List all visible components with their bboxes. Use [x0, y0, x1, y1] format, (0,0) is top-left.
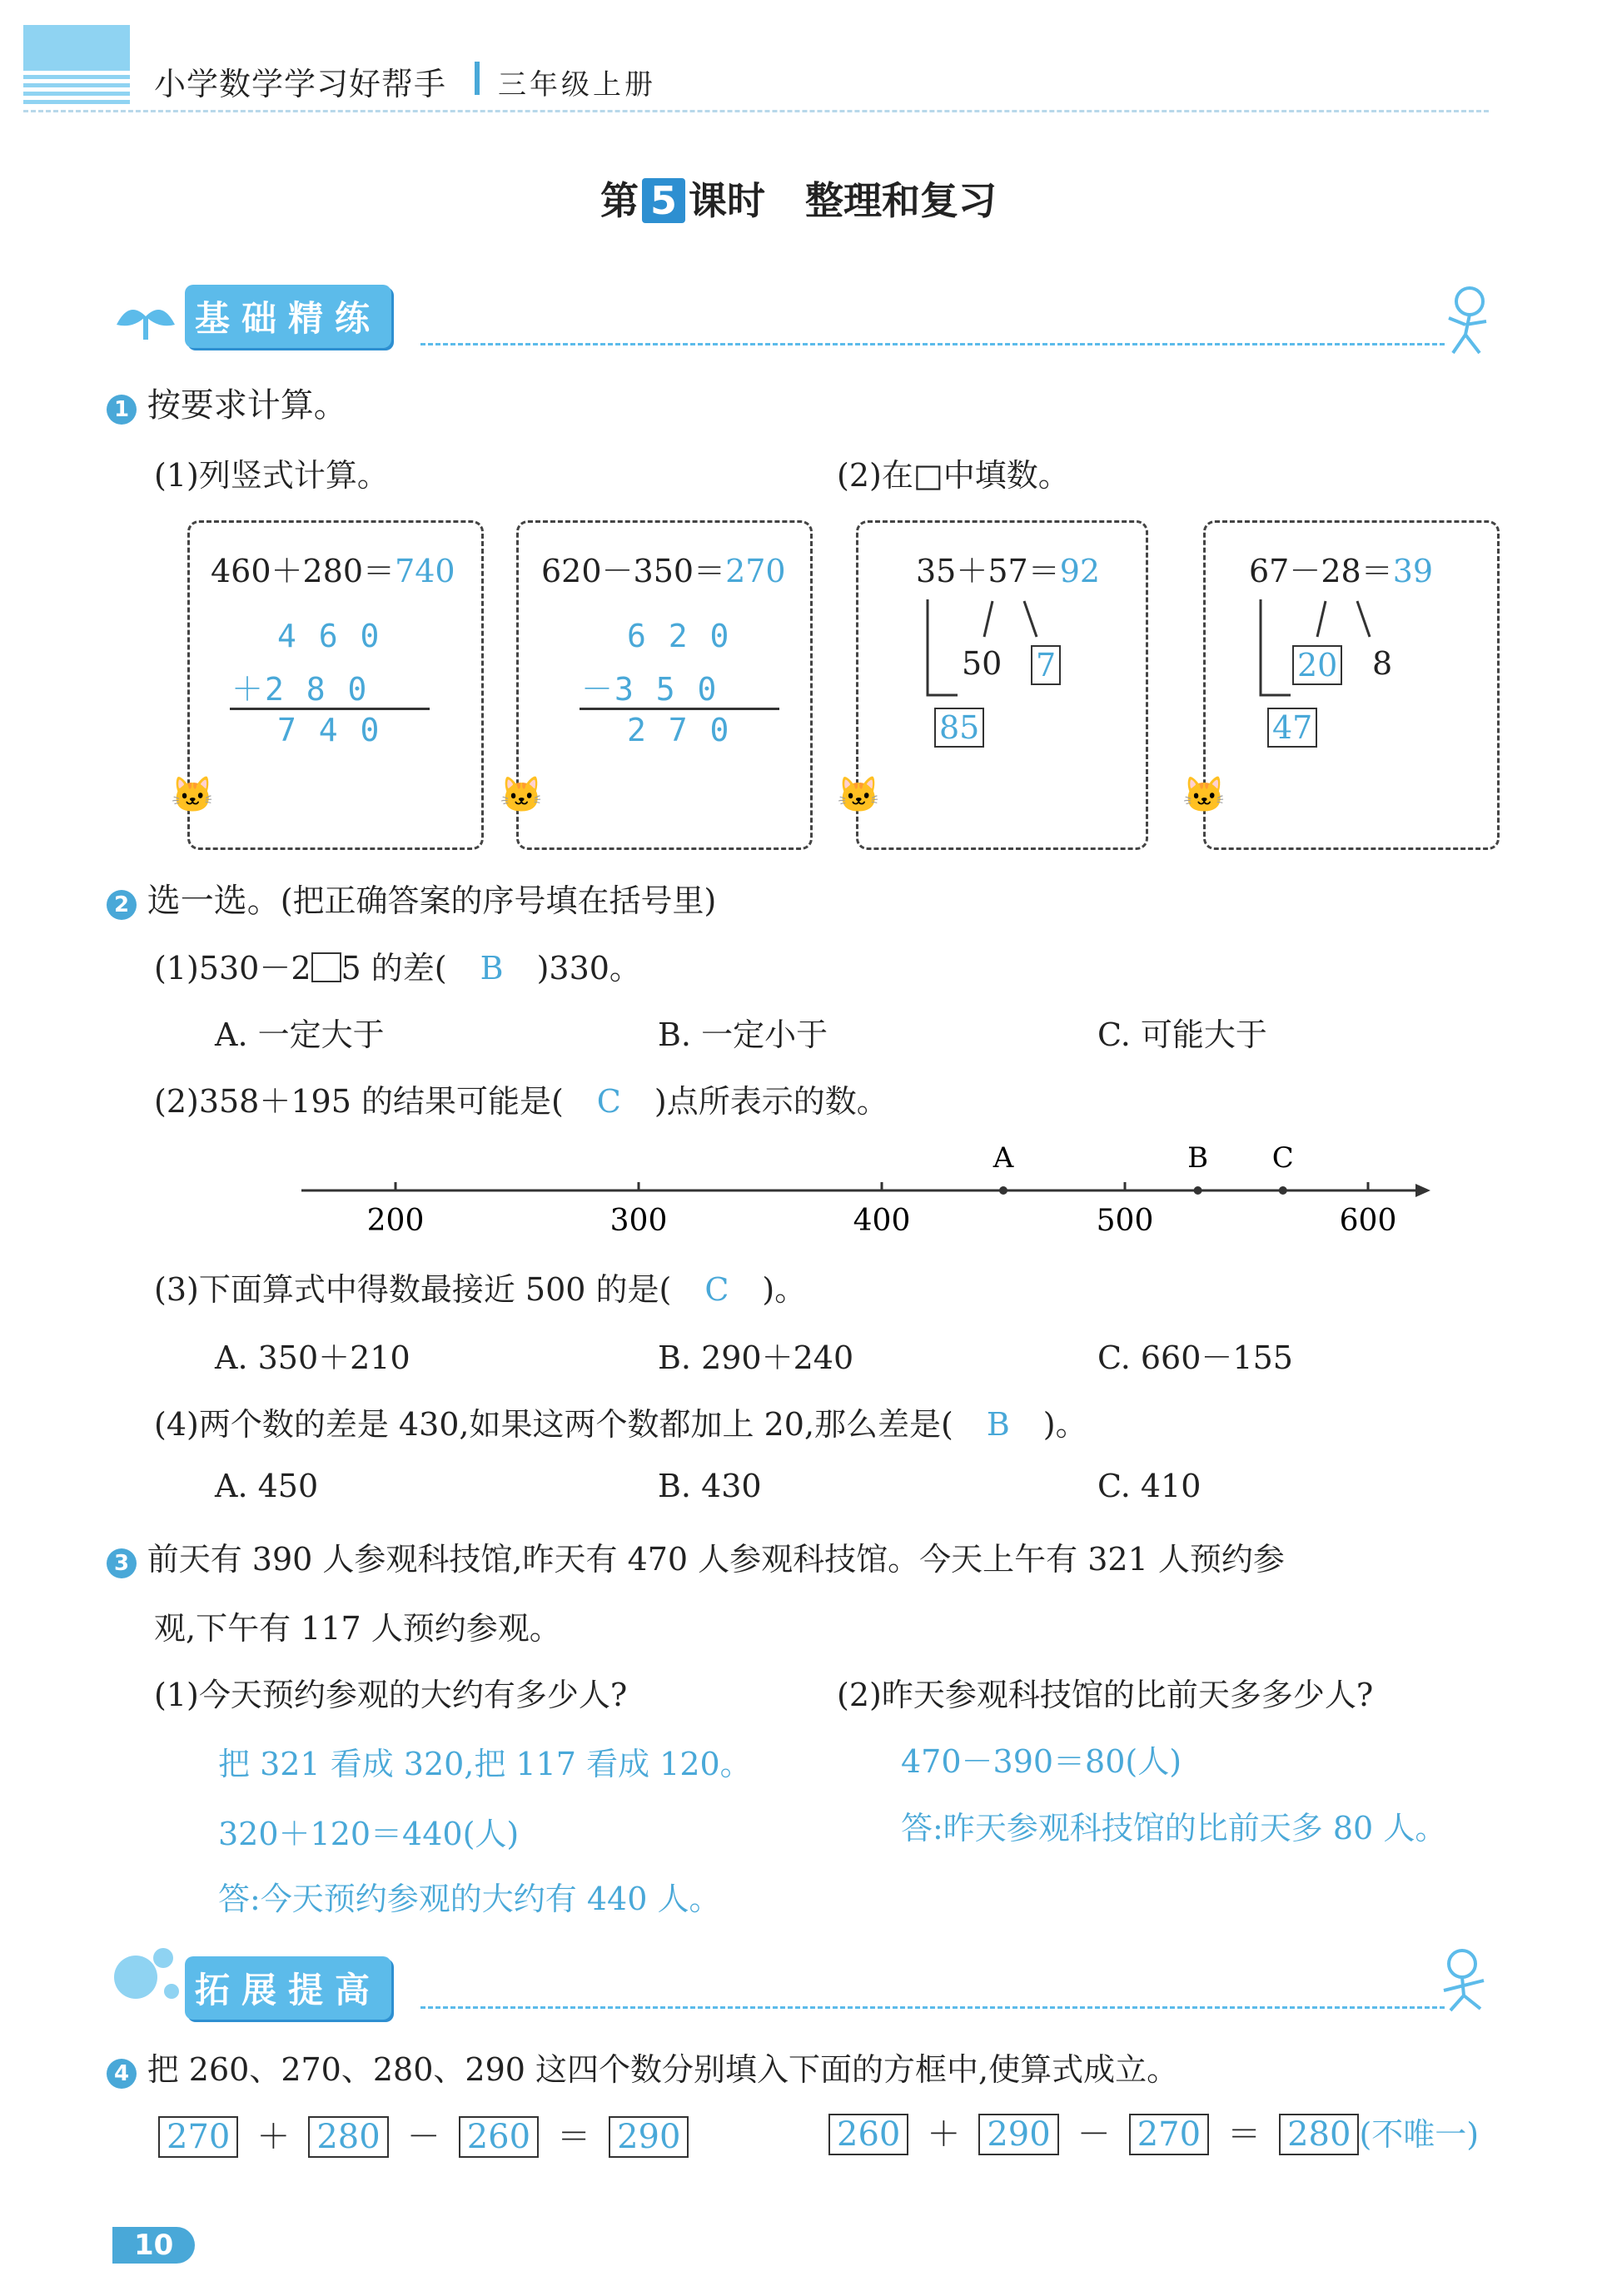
- q1-sub1: (1)列竖式计算。: [154, 457, 389, 494]
- stick-figure-icon: [1436, 283, 1495, 358]
- q2-p1-end: )330。: [536, 950, 641, 986]
- q2-p4-option-c: C. 410: [1097, 1468, 1201, 1504]
- q2-part2: [154, 1076, 888, 1121]
- q2-part3: [154, 1264, 806, 1310]
- q4-eq2-box-4: 280: [1279, 2114, 1359, 2155]
- q2-p1-answer: B: [480, 950, 504, 986]
- stick-figure-icon: [1432, 1944, 1499, 2015]
- q4-eq1-op-1: ＋: [256, 2118, 291, 2156]
- q2-p1-option-c: C. 可能大于: [1097, 1016, 1267, 1053]
- q4-eq1-box-1: 270: [158, 2116, 238, 2158]
- question-3-line1: [107, 1533, 1285, 1579]
- q2-p4-option-b: B. 430: [658, 1468, 762, 1504]
- q2-p4-pre: (4)两个数的差是 430,如果这两个数都加上 20,那么差是(: [154, 1406, 953, 1443]
- question-4-title: [107, 2044, 1178, 2090]
- box4-answer: 39: [1392, 553, 1434, 589]
- number-line-arrow: [1415, 1184, 1430, 1197]
- book-title: 小学数学学习好帮手: [154, 66, 447, 102]
- question-3-text-2: 观,下午有 117 人预约参观。: [154, 1610, 561, 1647]
- box1-row2: ＋2 8 0: [231, 671, 369, 708]
- box4-mid: 8: [1372, 645, 1393, 682]
- q4-eq1-box-2: 280: [308, 2116, 388, 2158]
- q4-eq1-op-2: －: [406, 2118, 440, 2156]
- box4-blank-2: 47: [1267, 708, 1317, 748]
- lesson-suffix: 课时: [688, 178, 765, 223]
- q2-p2-answer: C: [596, 1083, 621, 1120]
- question-2-note: (把正确答案的序号填在括号里): [280, 882, 717, 919]
- box2-row2: －3 5 0: [581, 671, 719, 708]
- q2-p1-post: 5 的差(: [341, 950, 447, 986]
- lesson-prefix: 第: [599, 178, 639, 223]
- box4-equation-text: 67－28＝: [1249, 553, 1393, 589]
- box3-equation: [916, 545, 1100, 591]
- cat-icon: 🐱: [500, 774, 544, 815]
- box3-mid: 50: [962, 645, 1002, 682]
- page-number: 10: [112, 2227, 195, 2264]
- q3-sub2-answer-1: 470－390＝80(人): [901, 1743, 1182, 1780]
- box4-blank-1: 20: [1292, 645, 1342, 685]
- q4-eq1-box-3: 260: [459, 2116, 539, 2158]
- q4-eq1-box-4: 290: [609, 2116, 689, 2158]
- box1-answer: 740: [395, 553, 455, 589]
- question-4-number: 4: [107, 2059, 137, 2089]
- question-2-text: 选一选。: [147, 882, 281, 920]
- q2-part1: [154, 942, 641, 988]
- q3-sub1-answer-2: 320＋120＝440(人): [218, 1816, 520, 1852]
- number-line-point: [999, 1186, 1007, 1195]
- q2-p3-option-b: B. 290＋240: [658, 1339, 854, 1376]
- question-2-title: [107, 874, 716, 922]
- section-extend-line: [420, 2006, 1445, 2009]
- section-basic-line: [420, 343, 1445, 345]
- box2-row3: 2 7 0: [627, 712, 731, 748]
- bubbles-icon: [107, 1940, 182, 2006]
- q2-part4: [154, 1399, 1087, 1444]
- number-line-tick-label: 500: [1096, 1204, 1154, 1238]
- q2-p1-option-b: B. 一定小于: [658, 1016, 828, 1053]
- box3-blank-1: 7: [1031, 645, 1061, 685]
- q2-p4-end: )。: [1042, 1406, 1087, 1443]
- q4-eq2-box-1: 260: [828, 2114, 908, 2155]
- q2-p2-pre: (2)358＋195 的结果可能是(: [154, 1083, 564, 1120]
- question-3-number: 3: [107, 1548, 137, 1578]
- box2-equation-text: 620－350＝: [541, 553, 726, 589]
- box3-answer: 92: [1059, 553, 1101, 589]
- cat-icon: 🐱: [837, 774, 881, 815]
- cat-icon: 🐱: [1182, 774, 1226, 815]
- q3-sub1-answer-3: 答:今天预约参观的大约有 440 人。: [218, 1881, 721, 1917]
- q4-eq1-op-3: ＝: [557, 2118, 591, 2156]
- q2-p2-end: )点所表示的数。: [654, 1083, 888, 1120]
- q3-sub2-question: (2)昨天参观科技馆的比前天多多少人?: [837, 1677, 1374, 1713]
- cat-icon: 🐱: [171, 774, 215, 815]
- question-1-title: [107, 379, 347, 426]
- q2-p3-pre: (3)下面算式中得数最接近 500 的是(: [154, 1271, 672, 1308]
- q4-eq2-box-3: 270: [1129, 2114, 1209, 2155]
- number-line-tick-label: 400: [853, 1204, 911, 1238]
- number-line-point: [1279, 1186, 1287, 1195]
- q2-p3-option-c: C. 660－155: [1097, 1339, 1293, 1376]
- lesson-number: 5: [642, 178, 685, 223]
- section-basic-title: 基础精练: [185, 285, 391, 348]
- q2-p3-end: )。: [762, 1271, 807, 1308]
- box3-blank-2: 85: [934, 708, 984, 748]
- leaf-icon: [108, 291, 183, 341]
- box1-row1: 4 6 0: [277, 618, 381, 654]
- number-line-tick-label: 600: [1339, 1204, 1397, 1238]
- number-line-point-label: B: [1187, 1141, 1209, 1175]
- q4-eq2-op-2: －: [1077, 2115, 1111, 2154]
- box1-equation: [211, 545, 455, 591]
- question-1-text: 按要求计算。: [147, 386, 347, 425]
- question-1-number: 1: [107, 395, 137, 425]
- q3-sub2-answer-2: 答:昨天参观科技馆的比前天多 80 人。: [901, 1810, 1447, 1846]
- number-line-point-label: C: [1271, 1141, 1294, 1175]
- box1-row3: 7 4 0: [277, 712, 381, 748]
- blank-square: [311, 952, 341, 982]
- lesson-topic: 整理和复习: [805, 178, 998, 223]
- q2-p1-option-a: A. 一定大于: [215, 1016, 385, 1053]
- number-line-point: [1194, 1186, 1202, 1195]
- q3-sub1-answer-1: 把 321 看成 320,把 117 看成 120。: [218, 1746, 752, 1782]
- q2-p4-answer: B: [986, 1406, 1010, 1443]
- q2-p1-pre: (1)530－2: [154, 950, 311, 986]
- box2-row1: 6 2 0: [627, 618, 731, 654]
- q2-p3-answer: C: [704, 1271, 729, 1308]
- q4-eq2-op-3: ＝: [1227, 2115, 1261, 2154]
- box3-equation-text: 35＋57＝: [916, 553, 1060, 589]
- question-3-text-1: 前天有 390 人参观科技馆,昨天有 470 人参观科技馆。今天上午有 321 人预约参: [147, 1541, 1285, 1578]
- box2-equation: [541, 545, 786, 591]
- lesson-title: [0, 171, 1597, 226]
- box4-equation: [1249, 545, 1433, 591]
- box1-underline: [230, 708, 430, 710]
- box2-underline: [580, 708, 779, 710]
- section-extend-title: 拓展提高: [185, 1956, 391, 2020]
- q4-equation-1: [158, 2110, 689, 2158]
- book-grade: 三年级上册: [498, 68, 656, 102]
- q1-sub2: (2)在□中填数。: [837, 457, 1070, 494]
- q2-p4-option-a: A. 450: [215, 1468, 319, 1504]
- q2-p3-option-a: A. 350＋210: [215, 1339, 410, 1376]
- q4-note: (不唯一): [1359, 2116, 1480, 2153]
- header-separator: [475, 62, 480, 95]
- header-divider: [23, 110, 1489, 112]
- header-bar-decoration: [23, 25, 130, 67]
- number-line-point-label: A: [993, 1141, 1014, 1175]
- number-line-tick-label: 300: [609, 1204, 668, 1238]
- question-4-text: 把 260、270、280、290 这四个数分别填入下面的方框中,使算式成立。: [147, 2051, 1179, 2088]
- box1-equation-text: 460＋280＝: [211, 553, 396, 589]
- number-line: [291, 1132, 1440, 1249]
- box2-answer: 270: [725, 553, 786, 589]
- number-line-tick-label: 200: [366, 1204, 425, 1238]
- question-2-number: 2: [107, 890, 137, 920]
- q4-equation-2: [828, 2108, 1479, 2155]
- q4-eq2-box-2: 290: [978, 2114, 1058, 2155]
- q3-sub1-question: (1)今天预约参观的大约有多少人?: [154, 1677, 628, 1713]
- q4-eq2-op-1: ＋: [927, 2115, 961, 2154]
